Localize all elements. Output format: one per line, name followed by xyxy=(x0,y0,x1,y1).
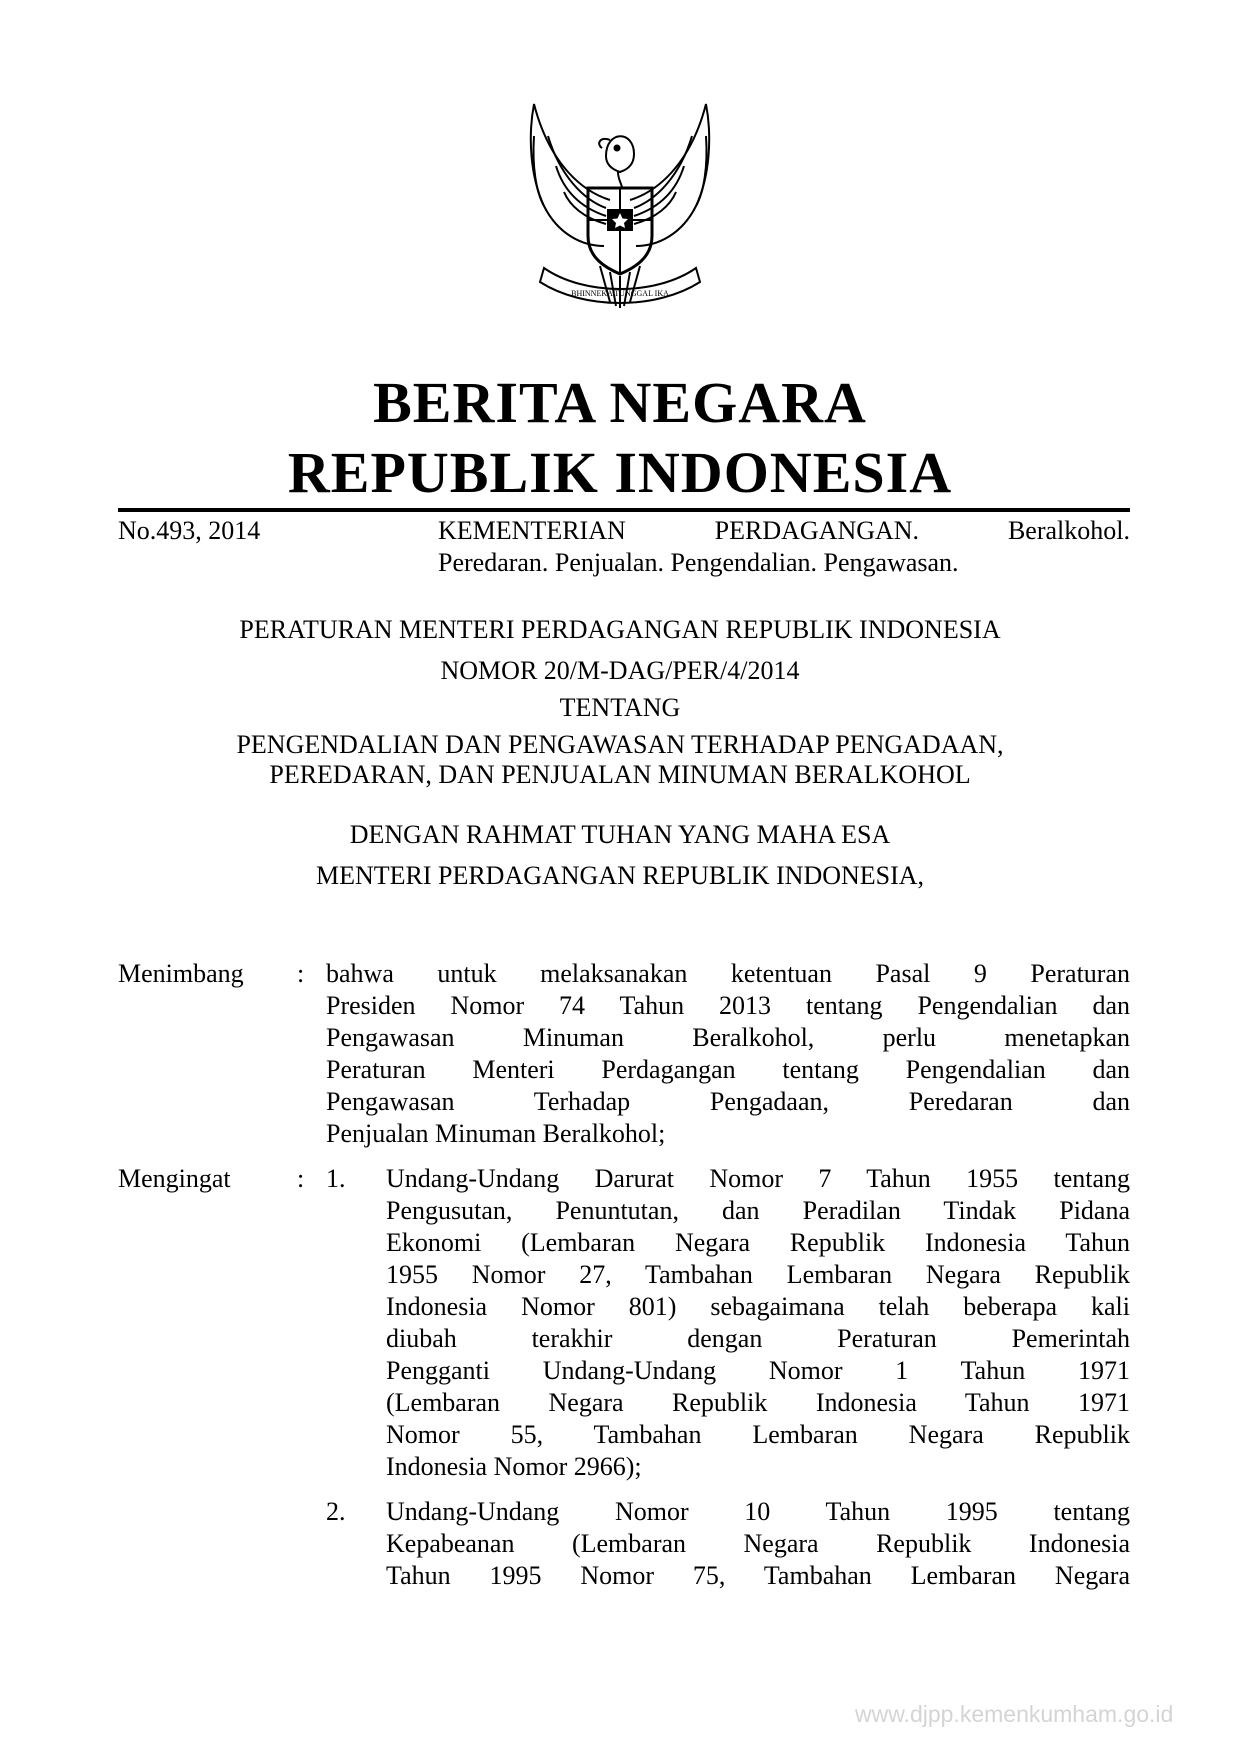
menimbang-line: Peraturan Menteri Perdagangan tentang Pengendalian dan xyxy=(326,1055,1130,1084)
mengingat-label: Mengingat xyxy=(118,1164,231,1193)
mengingat-line: Ekonomi (Lembaran Negara Republik Indonesia Tahun xyxy=(386,1228,1130,1257)
mengingat-line: Undang-Undang Nomor 10 Tahun 1995 tentang xyxy=(386,1497,1130,1526)
menimbang-colon: : xyxy=(297,959,305,988)
regulation-subject-line1: PENGENDALIAN DAN PENGAWASAN TERHADAP PENGADAAN, xyxy=(236,730,1004,759)
menimbang-line: Penjualan Minuman Beralkohol; xyxy=(326,1119,666,1148)
mengingat-line: Indonesia Nomor 801) sebagaimana telah beberapa kali xyxy=(386,1292,1130,1321)
mengingat-line: Pengganti Undang-Undang Nomor 1 Tahun 1971 xyxy=(386,1356,1130,1385)
mengingat-item-number: 1. xyxy=(326,1164,346,1193)
mengingat-line: Nomor 55, Tambahan Lembaran Negara Republik xyxy=(386,1420,1130,1449)
mengingat-item-1 xyxy=(386,1163,1130,1483)
gazette-title-line2: REPUBLIK INDONESIA xyxy=(287,440,953,505)
regulation-about: TENTANG xyxy=(559,693,681,722)
mengingat-line: (Lembaran Negara Republik Indonesia Tahun 1971 xyxy=(386,1388,1130,1417)
mengingat-colon: : xyxy=(297,1164,305,1193)
mengingat-line: Kepabeanan (Lembaran Negara Republik Indonesia xyxy=(386,1529,1130,1558)
mengingat-line: diubah terakhir dengan Peraturan Pemerintah xyxy=(386,1324,1130,1353)
emblem-motto: BHINNEKA TUNGGAL IKA xyxy=(571,289,669,298)
regulation-title: PERATURAN MENTERI PERDAGANGAN REPUBLIK INDONESIA xyxy=(239,615,1001,644)
mengingat-item-2 xyxy=(386,1496,1130,1592)
mengingat-line: 1955 Nomor 27, Tambahan Lembaran Negara Republik xyxy=(386,1260,1130,1289)
mengingat-line: Undang-Undang Darurat Nomor 7 Tahun 1955 tentang xyxy=(386,1164,1130,1193)
menimbang-line: Presiden Nomor 74 Tahun 2013 tentang Pengendalian dan xyxy=(326,991,1130,1020)
garuda-emblem xyxy=(514,96,726,316)
menimbang-label: Menimbang xyxy=(118,959,244,988)
regulation-blessing: DENGAN RAHMAT TUHAN YANG MAHA ESA xyxy=(349,820,891,849)
gazette-number: No.493, 2014 xyxy=(118,516,261,545)
title-divider xyxy=(118,508,1130,512)
regulation-minister: MENTERI PERDAGANGAN REPUBLIK INDONESIA, xyxy=(315,861,925,890)
mengingat-line: Indonesia Nomor 2966); xyxy=(386,1452,642,1481)
watermark: www.djpp.kemenkumham.go.id xyxy=(855,1701,1174,1727)
menimbang-paragraph xyxy=(326,958,1130,1150)
gazette-title-line1: BERITA NEGARA xyxy=(373,370,867,435)
mengingat-line: Pengusutan, Penuntutan, dan Peradilan Tindak Pidana xyxy=(386,1196,1130,1225)
gazette-keywords-line1: KEMENTERIAN PERDAGANGAN. Beralkohol. xyxy=(438,516,1130,545)
regulation-subject-line2: PEREDARAN, DAN PENJUALAN MINUMAN BERALKOHOL xyxy=(269,760,971,789)
gazette-keywords-line2: Peredaran. Penjualan. Pengendalian. Pengawasan. xyxy=(438,548,959,577)
mengingat-line: Tahun 1995 Nomor 75, Tambahan Lembaran Negara xyxy=(386,1561,1130,1590)
regulation-number: NOMOR 20/M-DAG/PER/4/2014 xyxy=(440,656,800,685)
menimbang-line: Pengawasan Terhadap Pengadaan, Peredaran dan xyxy=(326,1087,1130,1116)
menimbang-line: Pengawasan Minuman Beralkohol, perlu menetapkan xyxy=(326,1023,1130,1052)
mengingat-item-number: 2. xyxy=(326,1497,346,1526)
menimbang-line: bahwa untuk melaksanakan ketentuan Pasal 9 Peraturan xyxy=(326,959,1130,988)
